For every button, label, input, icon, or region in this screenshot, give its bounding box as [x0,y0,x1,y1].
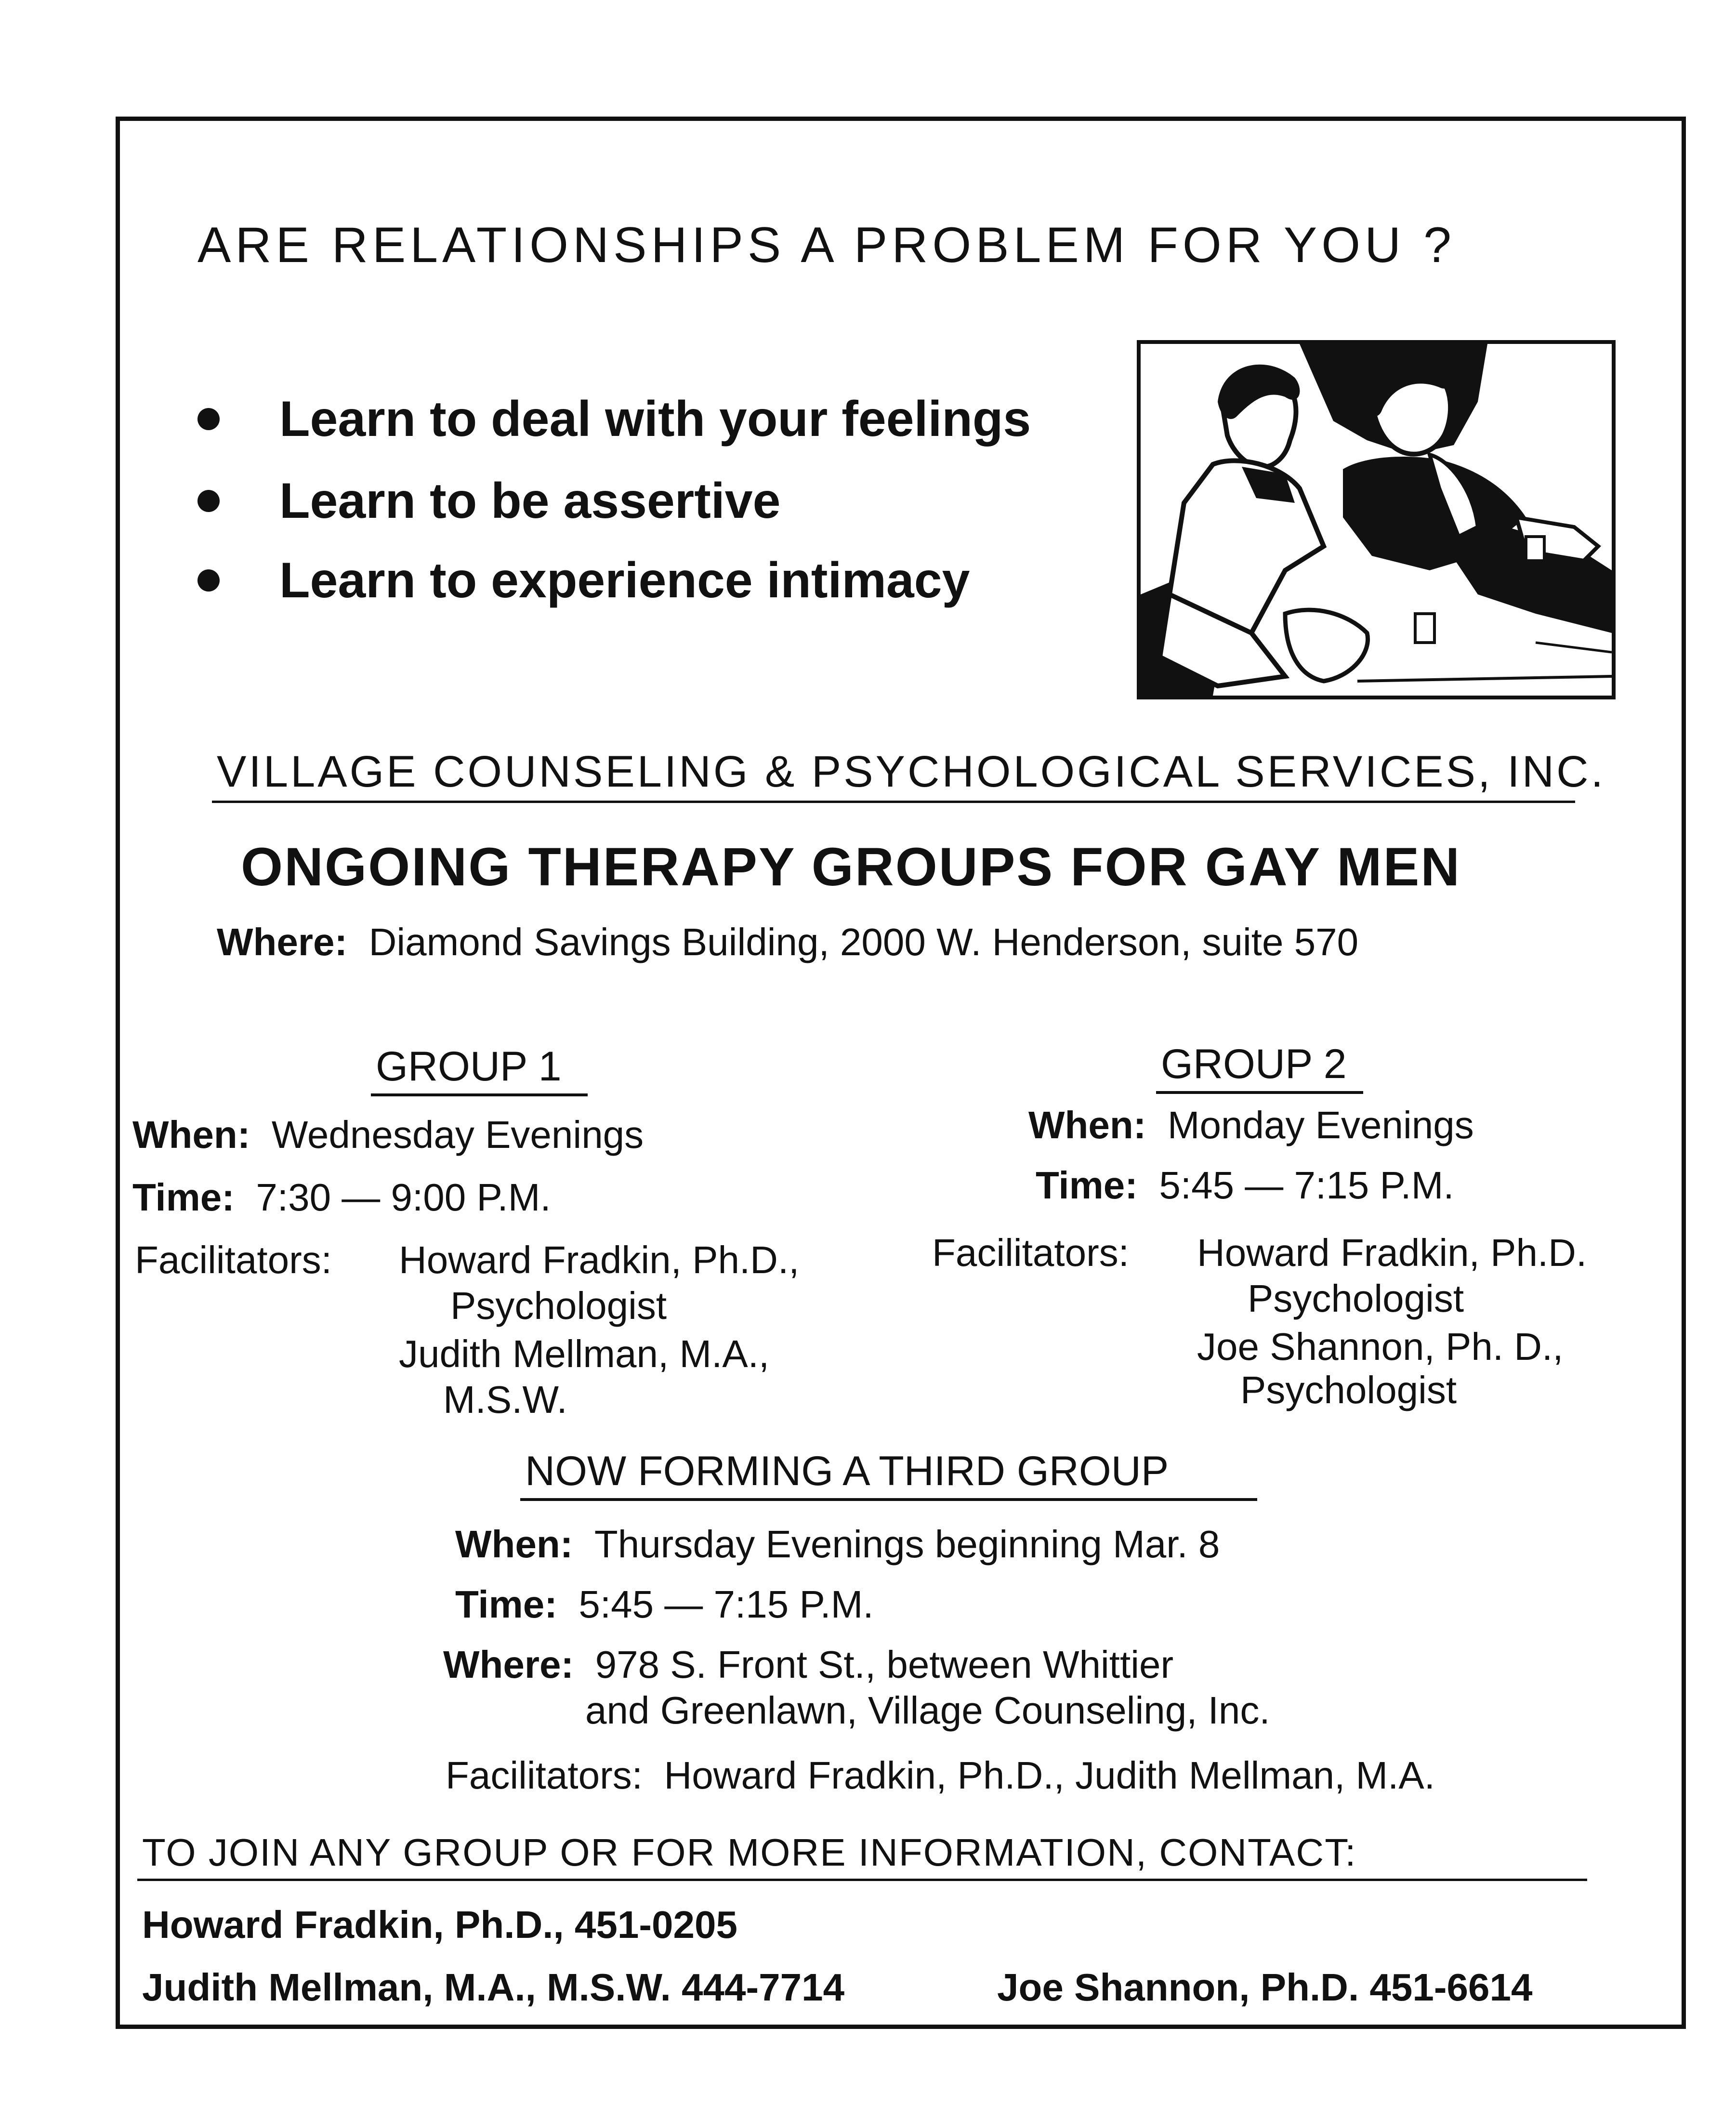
group3-facilitators-label: Facilitators: [446,1754,643,1797]
group1-facilitator: Howard Fradkin, Ph.D., [399,1238,800,1281]
group3-when-label: When: [455,1523,573,1566]
bullet-text: Learn to deal with your feelings [279,391,1031,447]
group1-facilitators-label: Facilitators: [135,1238,332,1281]
group3-facilitators-value: Howard Fradkin, Ph.D., Judith Mellman, M.A. [664,1754,1435,1797]
organization-name: VILLAGE COUNSELING & PSYCHOLOGICAL SERVICES, INC. [217,747,1606,796]
group3-where-label: Where: [443,1643,574,1686]
organization-underline [212,801,1575,803]
contact-heading: TO JOIN ANY GROUP OR FOR MORE INFORMATION, CONTACT: [142,1831,1357,1874]
contact-line: Judith Mellman, M.A., M.S.W. 444-7714 [142,1966,845,2009]
contact-heading-underline [137,1879,1587,1881]
illustration-image [1137,340,1616,699]
group2-title-underline [1156,1091,1363,1094]
group1-when-value: Wednesday Evenings [271,1113,644,1156]
bullet-dot-icon [197,490,220,512]
group2-facilitator: Howard Fradkin, Ph.D. [1197,1231,1587,1274]
group1-when-label: When: [132,1113,250,1156]
group1-facilitator: Judith Mellman, M.A., [399,1332,770,1375]
group2-facilitator: Psychologist [1240,1369,1457,1411]
contact-line: Joe Shannon, Ph.D. 451-6614 [997,1966,1533,2009]
group2-title: GROUP 2 [1161,1041,1347,1087]
group1-facilitator: M.S.W. [443,1378,567,1421]
group3-title: NOW FORMING A THIRD GROUP [525,1448,1169,1494]
group2-facilitator: Psychologist [1248,1277,1464,1320]
group2-when-value: Monday Evenings [1167,1104,1474,1146]
group3-time-value: 5:45 — 7:15 P.M. [579,1583,874,1626]
contact-line: Howard Fradkin, Ph.D., 451-0205 [142,1903,737,1946]
group2-facilitator: Joe Shannon, Ph. D., [1197,1325,1564,1368]
group3-facilitators [446,1753,1435,1798]
group3-when-value: Thursday Evenings beginning Mar. 8 [594,1523,1220,1566]
group2-facilitators-label: Facilitators: [932,1231,1129,1274]
group2-time-value: 5:45 — 7:15 P.M. [1159,1164,1454,1207]
group3-title-underline [520,1498,1257,1501]
group3-time [455,1582,874,1627]
group2-when [1028,1103,1474,1147]
bullet-text: Learn to experience intimacy [279,552,970,608]
group1-title-underline [371,1093,588,1096]
group2-time [1036,1163,1454,1208]
bullet-dot-icon [197,408,220,430]
bullet-item [197,462,780,540]
group2-time-label: Time: [1036,1164,1138,1207]
group1-time-value: 7:30 — 9:00 P.M. [256,1176,551,1219]
group3-where-line: and Greenlawn, Village Counseling, Inc. [585,1689,1270,1732]
headline: ARE RELATIONSHIPS A PROBLEM FOR YOU ? [197,217,1456,273]
where-value: Diamond Savings Building, 2000 W. Henderson, suite 570 [368,921,1359,963]
group3-where-line: 978 S. Front St., between Whittier [595,1643,1174,1686]
group1-time-label: Time: [132,1176,235,1219]
group2-when-label: When: [1028,1104,1146,1146]
two-men-sitting-illustration [1141,344,1612,696]
group1-title: GROUP 1 [376,1043,562,1090]
group1-when [132,1113,644,1157]
location-line [217,920,1358,964]
group1-time [132,1175,551,1220]
bullet-item [197,381,1031,458]
group1-facilitator: Psychologist [450,1284,667,1327]
bullet-item [197,542,970,619]
group3-when [455,1522,1220,1566]
group3-where [443,1643,1173,1687]
group3-time-label: Time: [455,1583,557,1626]
where-label: Where: [217,921,348,963]
bullet-dot-icon [197,569,220,592]
main-title: ONGOING THERAPY GROUPS FOR GAY MEN [241,837,1461,897]
bullet-text: Learn to be assertive [279,473,781,529]
